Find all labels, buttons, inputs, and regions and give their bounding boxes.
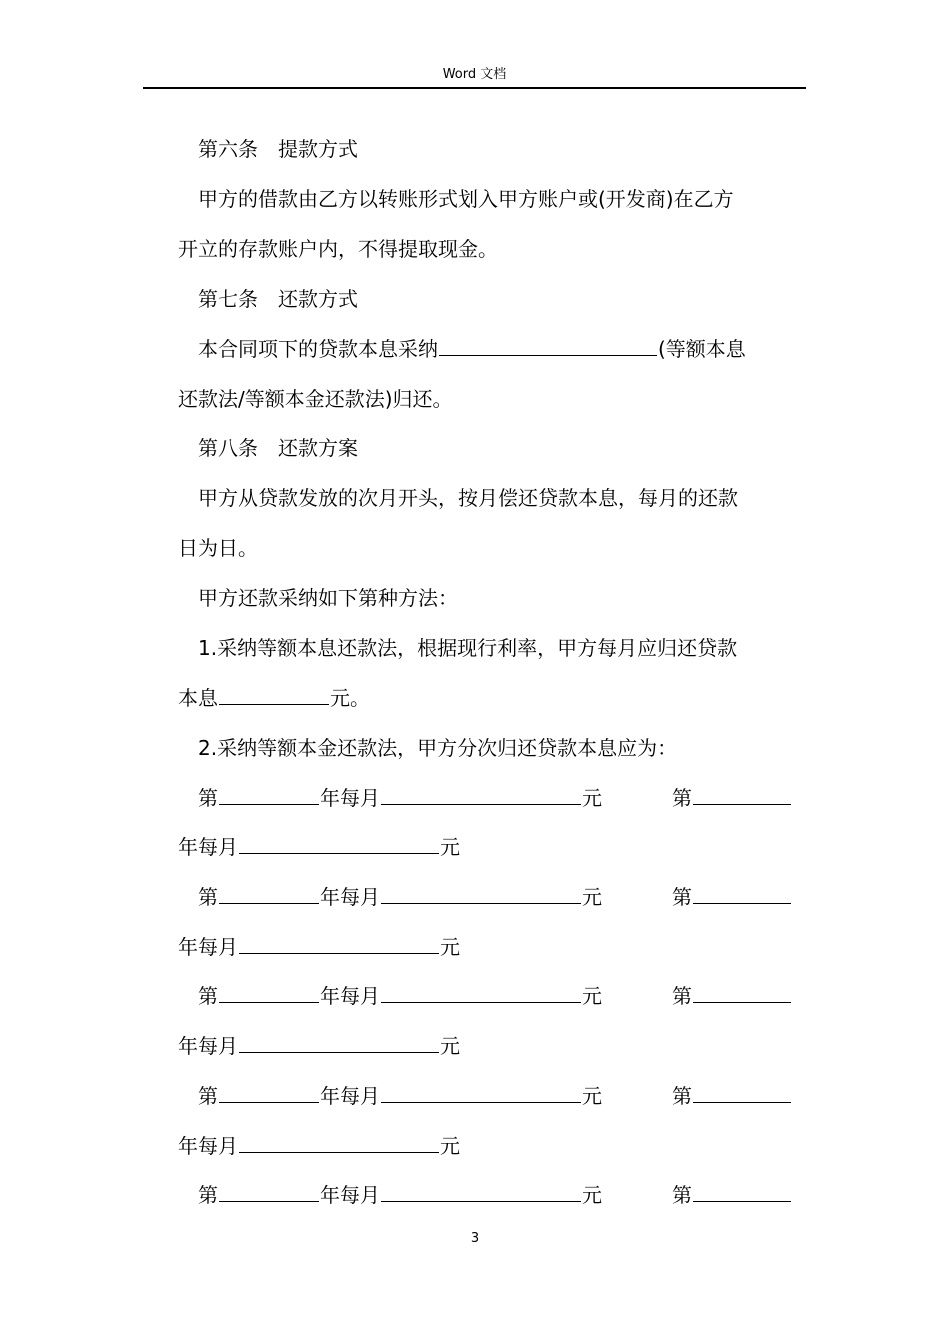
amount-blank <box>239 1032 439 1053</box>
method-intro: 甲方还款采纳如下第种方法： <box>198 586 458 610</box>
schedule-yuan: 元 <box>582 1183 602 1207</box>
year-blank <box>693 1181 791 1202</box>
schedule-year-month: 年每月 <box>178 935 238 959</box>
schedule-year-month: 年每月 <box>178 1134 238 1158</box>
amount-blank <box>381 883 581 904</box>
year-blank <box>219 883 319 904</box>
article7-line1-suffix: (等额本息 <box>658 337 746 361</box>
header-rule <box>143 87 806 89</box>
schedule-yuan: 元 <box>440 1034 460 1058</box>
schedule-row <box>198 1082 792 1110</box>
schedule-yuan: 元 <box>582 786 602 810</box>
year-blank <box>219 1082 319 1103</box>
schedule-year-month: 年每月 <box>320 885 380 909</box>
schedule-year-month: 年每月 <box>178 835 238 859</box>
amount-blank <box>239 833 439 854</box>
year-blank <box>219 1181 319 1202</box>
amount-blank <box>381 1082 581 1103</box>
schedule-di: 第 <box>672 1183 692 1207</box>
amount-blank <box>381 982 581 1003</box>
schedule-year-month: 年每月 <box>320 1183 380 1207</box>
article8-line1: 甲方从贷款发放的次月开头，按月偿还贷款本息，每月的还款 <box>198 486 738 510</box>
schedule-di: 第 <box>672 885 692 909</box>
article7-line2: 还款法/等额本金还款法)归还。 <box>178 387 453 411</box>
article8-line2: 日为日。 <box>178 536 258 560</box>
schedule-row <box>198 1181 792 1209</box>
option1-suffix: 元。 <box>330 686 370 710</box>
page-header: Word 文档 <box>442 67 507 82</box>
schedule-di: 第 <box>198 786 218 810</box>
schedule-di: 第 <box>198 1183 218 1207</box>
schedule-yuan: 元 <box>582 885 602 909</box>
option1-line1: 1.采纳等额本息还款法，根据现行利率，甲方每月应归还贷款 <box>198 636 738 660</box>
schedule-di: 第 <box>672 984 692 1008</box>
schedule-yuan: 元 <box>582 984 602 1008</box>
article6-heading: 第六条 提款方式 <box>198 137 358 161</box>
schedule-di: 第 <box>672 1084 692 1108</box>
repayment-method-blank <box>439 335 657 356</box>
amount-blank <box>239 1132 439 1153</box>
article6-line1: 甲方的借款由乙方以转账形式划入甲方账户或(开发商)在乙方 <box>198 187 734 211</box>
article7-line1-prefix: 本合同项下的贷款本息采纳 <box>198 337 438 361</box>
page-number: 3 <box>470 1231 480 1246</box>
schedule-year-month: 年每月 <box>178 1034 238 1058</box>
article6-line2: 开立的存款账户内，不得提取现金。 <box>178 237 498 261</box>
option1-prefix: 本息 <box>178 686 218 710</box>
schedule-year-month: 年每月 <box>320 984 380 1008</box>
article8-heading: 第八条 还款方案 <box>198 436 358 460</box>
schedule-yuan: 元 <box>440 835 460 859</box>
schedule-yuan: 元 <box>440 935 460 959</box>
schedule-yuan: 元 <box>440 1134 460 1158</box>
year-blank <box>693 883 791 904</box>
schedule-row <box>198 982 792 1010</box>
schedule-year-month: 年每月 <box>320 1084 380 1108</box>
article7-heading: 第七条 还款方式 <box>198 287 358 311</box>
year-blank <box>219 982 319 1003</box>
article7-line1 <box>198 335 746 363</box>
schedule-row <box>198 784 792 812</box>
schedule-di: 第 <box>198 984 218 1008</box>
schedule-row-continued <box>178 1032 460 1060</box>
schedule-di: 第 <box>198 1084 218 1108</box>
year-blank <box>693 982 791 1003</box>
amount-blank <box>381 1181 581 1202</box>
schedule-row <box>198 883 792 911</box>
schedule-row-continued <box>178 833 460 861</box>
amount-blank <box>239 933 439 954</box>
year-blank <box>219 784 319 805</box>
schedule-year-month: 年每月 <box>320 786 380 810</box>
year-blank <box>693 784 791 805</box>
amount-blank <box>381 784 581 805</box>
schedule-di: 第 <box>198 885 218 909</box>
monthly-amount-blank <box>219 684 329 705</box>
option2-line1: 2.采纳等额本金还款法，甲方分次归还贷款本息应为： <box>198 736 678 760</box>
option1-line2 <box>178 684 370 712</box>
schedule-row-continued <box>178 1132 460 1160</box>
schedule-row-continued <box>178 933 460 961</box>
schedule-yuan: 元 <box>582 1084 602 1108</box>
year-blank <box>693 1082 791 1103</box>
schedule-di: 第 <box>672 786 692 810</box>
